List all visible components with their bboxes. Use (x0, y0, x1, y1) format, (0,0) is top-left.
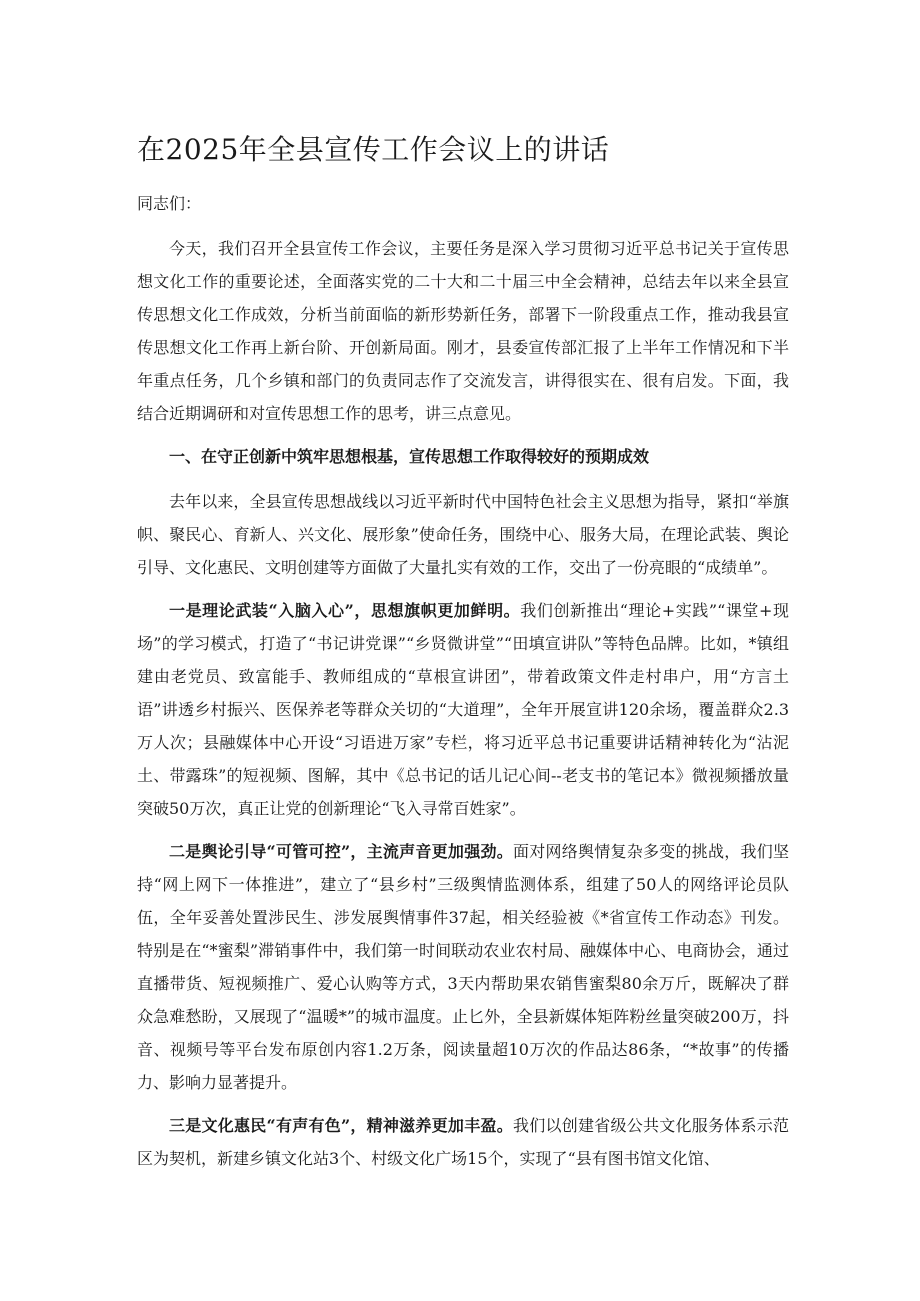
document-title: 在2025年全县宣传工作会议上的讲话 (137, 133, 610, 166)
point-1-paragraph (137, 594, 789, 825)
point-3-body: 我们以创建省级公共文化服务体系示范区为契机，新建乡镇文化站3个、村级文化广场15个，实现了“县有图书馆文化馆、 (137, 1116, 789, 1168)
salutation: 同志们： (137, 194, 202, 213)
point-2-lead: 二是舆论引导“可管可控”，主流声音更加强劲。 (169, 842, 513, 861)
point-1-lead: 一是理论武装“入脑入心”，思想旗帜更加鲜明。 (169, 601, 521, 620)
document-page (137, 130, 789, 1185)
section-1-heading: 一、在守正创新中筑牢思想根基，宣传思想工作取得较好的预期成效 (169, 447, 650, 466)
section-1-intro-paragraph: 去年以来，全县宣传思想战线以习近平新时代中国特色社会主义思想为指导，紧扣“举旗帜、聚民心、育新人、兴文化、展形象”使命任务，围绕中心、服务大局，在理论武装、舆论引导、文化惠民、文明创建等方面做了大量扎实有效的工作，交出了一份亮眼的“成绩单”。 (137, 492, 789, 577)
point-3-lead: 三是文化惠民“有声有色”，精神滋养更加丰盈。 (169, 1116, 513, 1135)
point-3-paragraph (137, 1109, 789, 1175)
point-2-paragraph (137, 835, 789, 1099)
point-2-body: 面对网络舆情复杂多变的挑战，我们坚持“网上网下一体推进”，建立了“县乡村”三级舆情监测体系，组建了50人的网络评论员队伍，全年妥善处置涉民生、涉发展舆情事件37起，相关经验被《*省宣传工作动态》刊发。特别是在“*蜜梨”滞销事件中，我们第一时间联动农业农村局、融媒体中心、电商协会，通过直播带货、短视频推广、爱心认购等方式，3天内帮助果农销售蜜梨80余万斤，既解决了群众急难愁盼，又展现了“温暖*”的城市温度。止匕外，全县新媒体矩阵粉丝量突破200万，抖音、视频号等平台发布原创内容1.2万条，阅读量超10万次的作品达86条，“*故事”的传播力、影响力显著提升。 (137, 842, 789, 1092)
intro-paragraph: 今天，我们召开全县宣传工作会议，主要任务是深入学习贯彻习近平总书记关于宣传思想文化工作的重要论述，全面落实党的二十大和二十届三中全会精神，总结去年以来全县宣传思想文化工作成效，分析当前面临的新形势新任务，部署下一阶段重点工作，推动我县宣传思想文化工作再上新台阶、开创新局面。刚才，县委宣传部汇报了上半年工作情况和下半年重点任务，几个乡镇和部门的负责同志作了交流发言，讲得很实在、很有启发。下面，我结合近期调研和对宣传思想工作的思考，讲三点意见。 (137, 239, 789, 423)
point-1-body: 我们创新推出“理论+实践”“课堂+现场”的学习模式，打造了“书记讲党课”“乡贤微讲堂”“田填宣讲队”等特色品牌。比如，*镇组建由老党员、致富能手、教师组成的“草根宣讲团”，带着政策文件走村串户，用“方言土语”讲透乡村振兴、医保养老等群众关切的“大道理”，全年开展宣讲120余场，覆盖群众2.3万人次；县融媒体中心开设“习语进万家”专栏，将习近平总书记重要讲话精神转化为“沾泥土、带露珠”的短视频、图解，其中《总书记的话儿记心间--老支书的笔记本》微视频播放量突破50万次，真正让党的创新理论“飞入寻常百姓家”。 (137, 601, 789, 818)
